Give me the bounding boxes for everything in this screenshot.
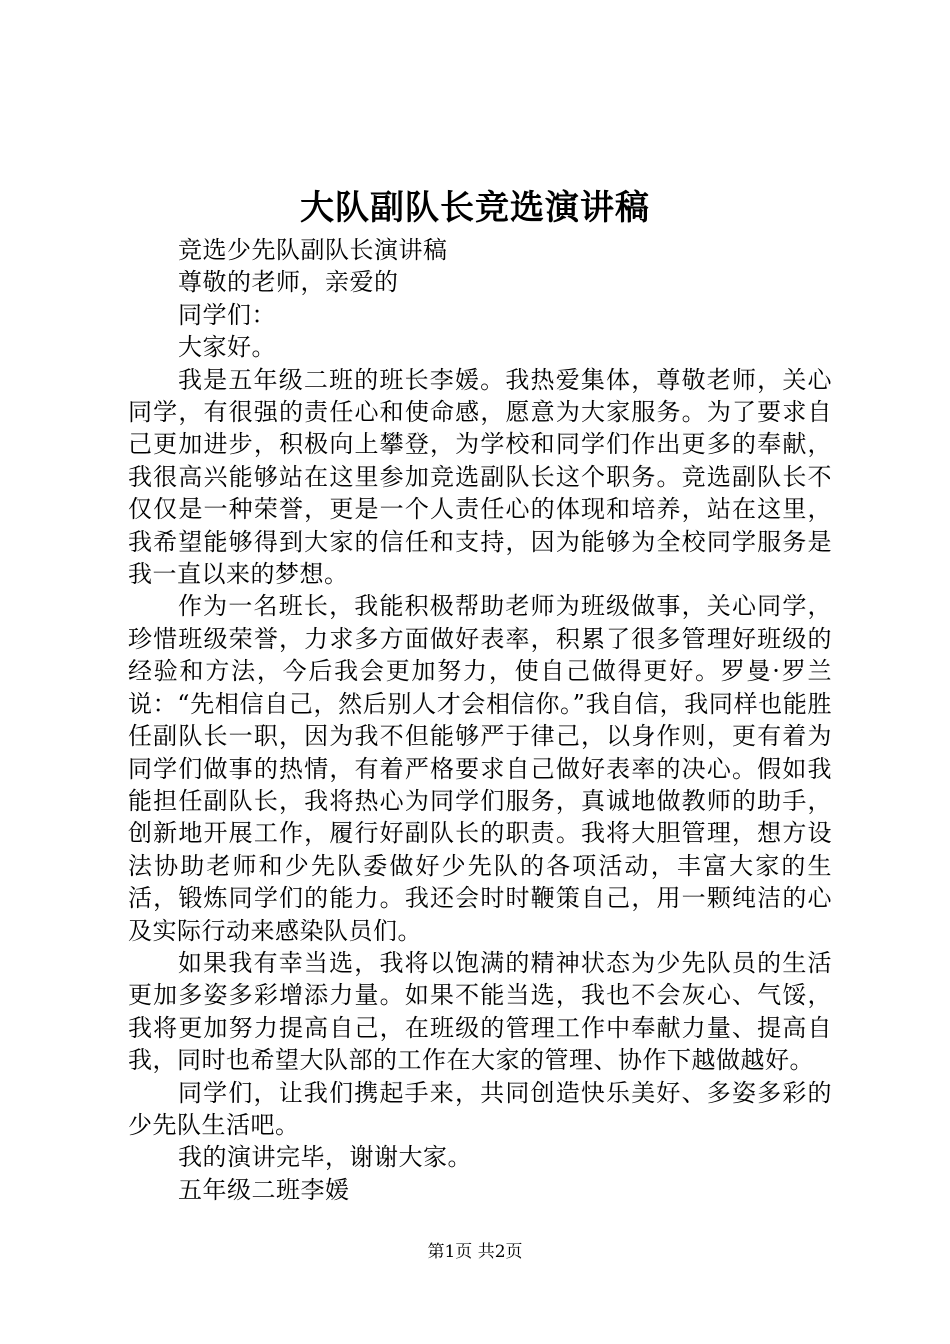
closing-line: 我的演讲完毕，谢谢大家。 [178, 1143, 472, 1172]
speech-heading: 竞选少先队副队长演讲稿 [178, 236, 448, 264]
page-number-footer: 第1页 共2页 [427, 1242, 523, 1262]
paragraph-experience: 作为一名班长，我能积极帮助老师为班级做事，关心同学，珍惜班级荣誉，力求多方面做好表率，积累了很多管理好班级的经验和方法，今后我会更加努力，使自己做得更好。罗曼·罗兰说：“先相信自己，然后别人才会相信你。”我自信，我同样也能胜任副队长一职，因为我不但能够严于律己，以身作则，更有着为同学们做事的热情，有着严格要求自己做好表率的决心。假如我能担任副队长，我将热心为同学们服务，真诚地做教师的助手，创新地开展工作，履行好副队长的职责。我将大胆管理，想方设法协助老师和少先队委做好少先队的各项活动，丰富大家的生活，锻炼同学们的能力。我还会时时鞭策自己，用一颗纯洁的心及实际行动来感染队员们。 [128, 592, 832, 945]
paragraph-call-to-action: 同学们，让我们携起手来，共同创造快乐美好、多姿多彩的少先队生活吧。 [128, 1078, 832, 1139]
greeting: 大家好。 [178, 333, 276, 362]
document-body [128, 234, 832, 1206]
paragraph-commitment: 如果我有幸当选，我将以饱满的精神状态为少先队员的生活更加多姿多彩增添力量。如果不能当选，我也不会灰心、气馁，我将更加努力提高自己，在班级的管理工作中奉献力量、提高自我，同时也希望大队部的工作在大家的管理、协作下越做越好。 [128, 948, 832, 1075]
salutation-line-1: 尊敬的老师，亲爱的 [178, 268, 399, 297]
signature: 五年级二班李媛 [178, 1175, 350, 1204]
paragraph-introduction: 我是五年级二班的班长李媛。我热爱集体，尊敬老师，关心同学，有很强的责任心和使命感，愿意为大家服务。为了要求自己更加进步，积极向上攀登，为学校和同学们作出更多的奉献，我很高兴能够站在这里参加竞选副队长这个职务。竞选副队长不仅仅是一种荣誉，更是一个人责任心的体现和培养，站在这里，我希望能够得到大家的信任和支持，因为能够为全校同学服务是我一直以来的梦想。 [128, 365, 832, 589]
document-title: 大队副队长竞选演讲稿 [300, 188, 650, 228]
salutation-line-2: 同学们： [178, 300, 276, 329]
